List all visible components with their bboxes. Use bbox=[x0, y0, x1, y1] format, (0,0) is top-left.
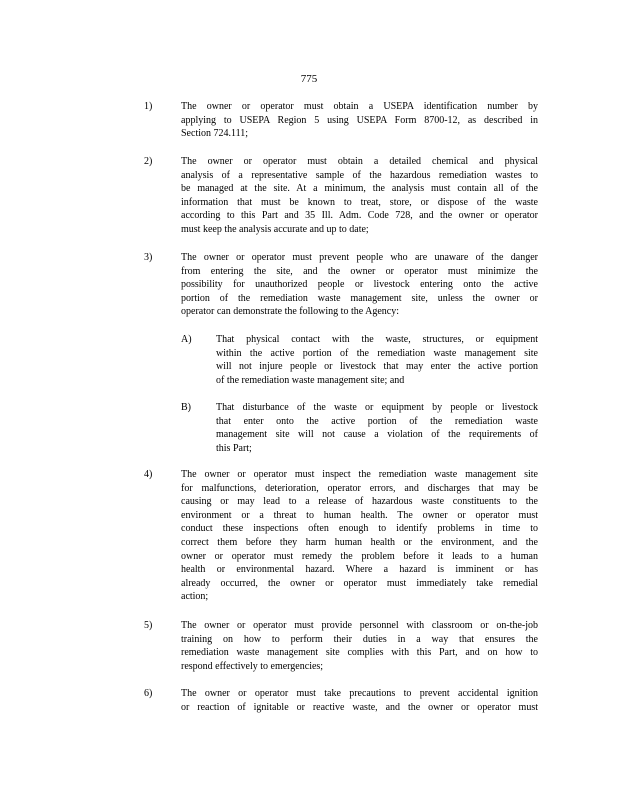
text-line: of the remediation waste management site; and bbox=[216, 374, 405, 386]
sub-item-text bbox=[216, 401, 538, 455]
text-line: that enter onto the active portion of the remediation waste bbox=[216, 415, 538, 427]
text-line: The owner or operator must inspect the remediation waste management site bbox=[181, 469, 538, 480]
text-line: portion of the remediation waste management site, unless the owner or bbox=[181, 292, 538, 304]
item-label: 1) bbox=[144, 101, 153, 112]
text-line: causing or may lead to a release of hazardous waste constituents to the bbox=[181, 496, 538, 508]
text-line: operator can demonstrate the following to the Agency: bbox=[181, 306, 399, 318]
item-text bbox=[181, 100, 538, 141]
sub-item-label: A) bbox=[181, 334, 192, 345]
text-line: already occurred, the owner or operator must immediately take remedial bbox=[181, 577, 538, 589]
item-label: 5) bbox=[144, 620, 153, 631]
text-line: for malfunctions, deterioration, operator errors, and discharges that may be bbox=[181, 482, 538, 494]
page-number: 775 bbox=[300, 73, 318, 85]
text-line: The owner or operator must prevent people who are unaware of the danger bbox=[181, 252, 538, 263]
item-label: 3) bbox=[144, 252, 153, 263]
text-line: according to this Part and 35 Ill. Adm. Code 728, and the owner or operator bbox=[181, 210, 538, 222]
text-line: training on how to perform their duties in a way that ensures the bbox=[181, 633, 538, 645]
text-line: this Part; bbox=[216, 442, 252, 454]
text-line: management site will not cause a violation of the requirements of bbox=[216, 429, 538, 441]
item-text bbox=[181, 468, 538, 604]
text-line: The owner or operator must take precautions to prevent accidental ignition bbox=[181, 688, 538, 699]
text-line: The owner or operator must obtain a USEPA identification number by bbox=[181, 101, 538, 112]
text-line: correct them before they harm human health or the environment, and the bbox=[181, 536, 538, 548]
text-line: from entering the site, and the owner or operator must minimize the bbox=[181, 265, 538, 277]
item-text bbox=[181, 619, 538, 673]
text-line: environment or a threat to human health. The owner or operator must bbox=[181, 509, 538, 521]
item-label: 4) bbox=[144, 469, 153, 480]
text-line: analysis of a representative sample of the hazardous remediation wastes to bbox=[181, 169, 538, 181]
text-line: information that must be known to treat, store, or dispose of the waste bbox=[181, 196, 538, 208]
sub-item-label: B) bbox=[181, 402, 191, 413]
text-line: respond effectively to emergencies; bbox=[181, 660, 324, 672]
item-text bbox=[181, 251, 538, 319]
text-line: will not injure people or livestock that may enter the active portion bbox=[216, 361, 538, 373]
text-line: That disturbance of the waste or equipment by people or livestock bbox=[216, 402, 538, 413]
text-line: That physical contact with the waste, structures, or equipment bbox=[216, 334, 538, 345]
item-text bbox=[181, 155, 538, 237]
text-line: be managed at the site. At a minimum, the analysis must contain all of the bbox=[181, 183, 538, 195]
text-line: owner or operator must remedy the problem before it leads to a human bbox=[181, 550, 538, 562]
text-line: possibility for unauthorized people or livestock entering onto the active bbox=[181, 279, 538, 291]
item-label: 2) bbox=[144, 156, 153, 167]
text-line: applying to USEPA Region 5 using USEPA Form 8700-12, as described in bbox=[181, 114, 538, 126]
sub-item-text bbox=[216, 333, 538, 387]
text-line: The owner or operator must obtain a detailed chemical and physical bbox=[181, 156, 538, 167]
text-line: or reaction of ignitable or reactive waste, and the owner or operator must bbox=[181, 701, 538, 713]
text-line: remediation waste management site complies with this Part, and on how to bbox=[181, 647, 538, 659]
text-line: Section 724.111; bbox=[181, 128, 249, 140]
text-line: conduct these inspections often enough to identify problems in time to bbox=[181, 523, 538, 535]
text-line: action; bbox=[181, 591, 209, 603]
item-text bbox=[181, 687, 538, 714]
text-line: The owner or operator must provide personnel with classroom or on-the-job bbox=[181, 620, 538, 631]
text-line: must keep the analysis accurate and up to date; bbox=[181, 223, 369, 235]
text-line: health or environmental hazard. Where a hazard is imminent or has bbox=[181, 564, 538, 576]
item-label: 6) bbox=[144, 688, 153, 699]
text-line: within the active portion of the remediation waste management site bbox=[216, 347, 538, 359]
